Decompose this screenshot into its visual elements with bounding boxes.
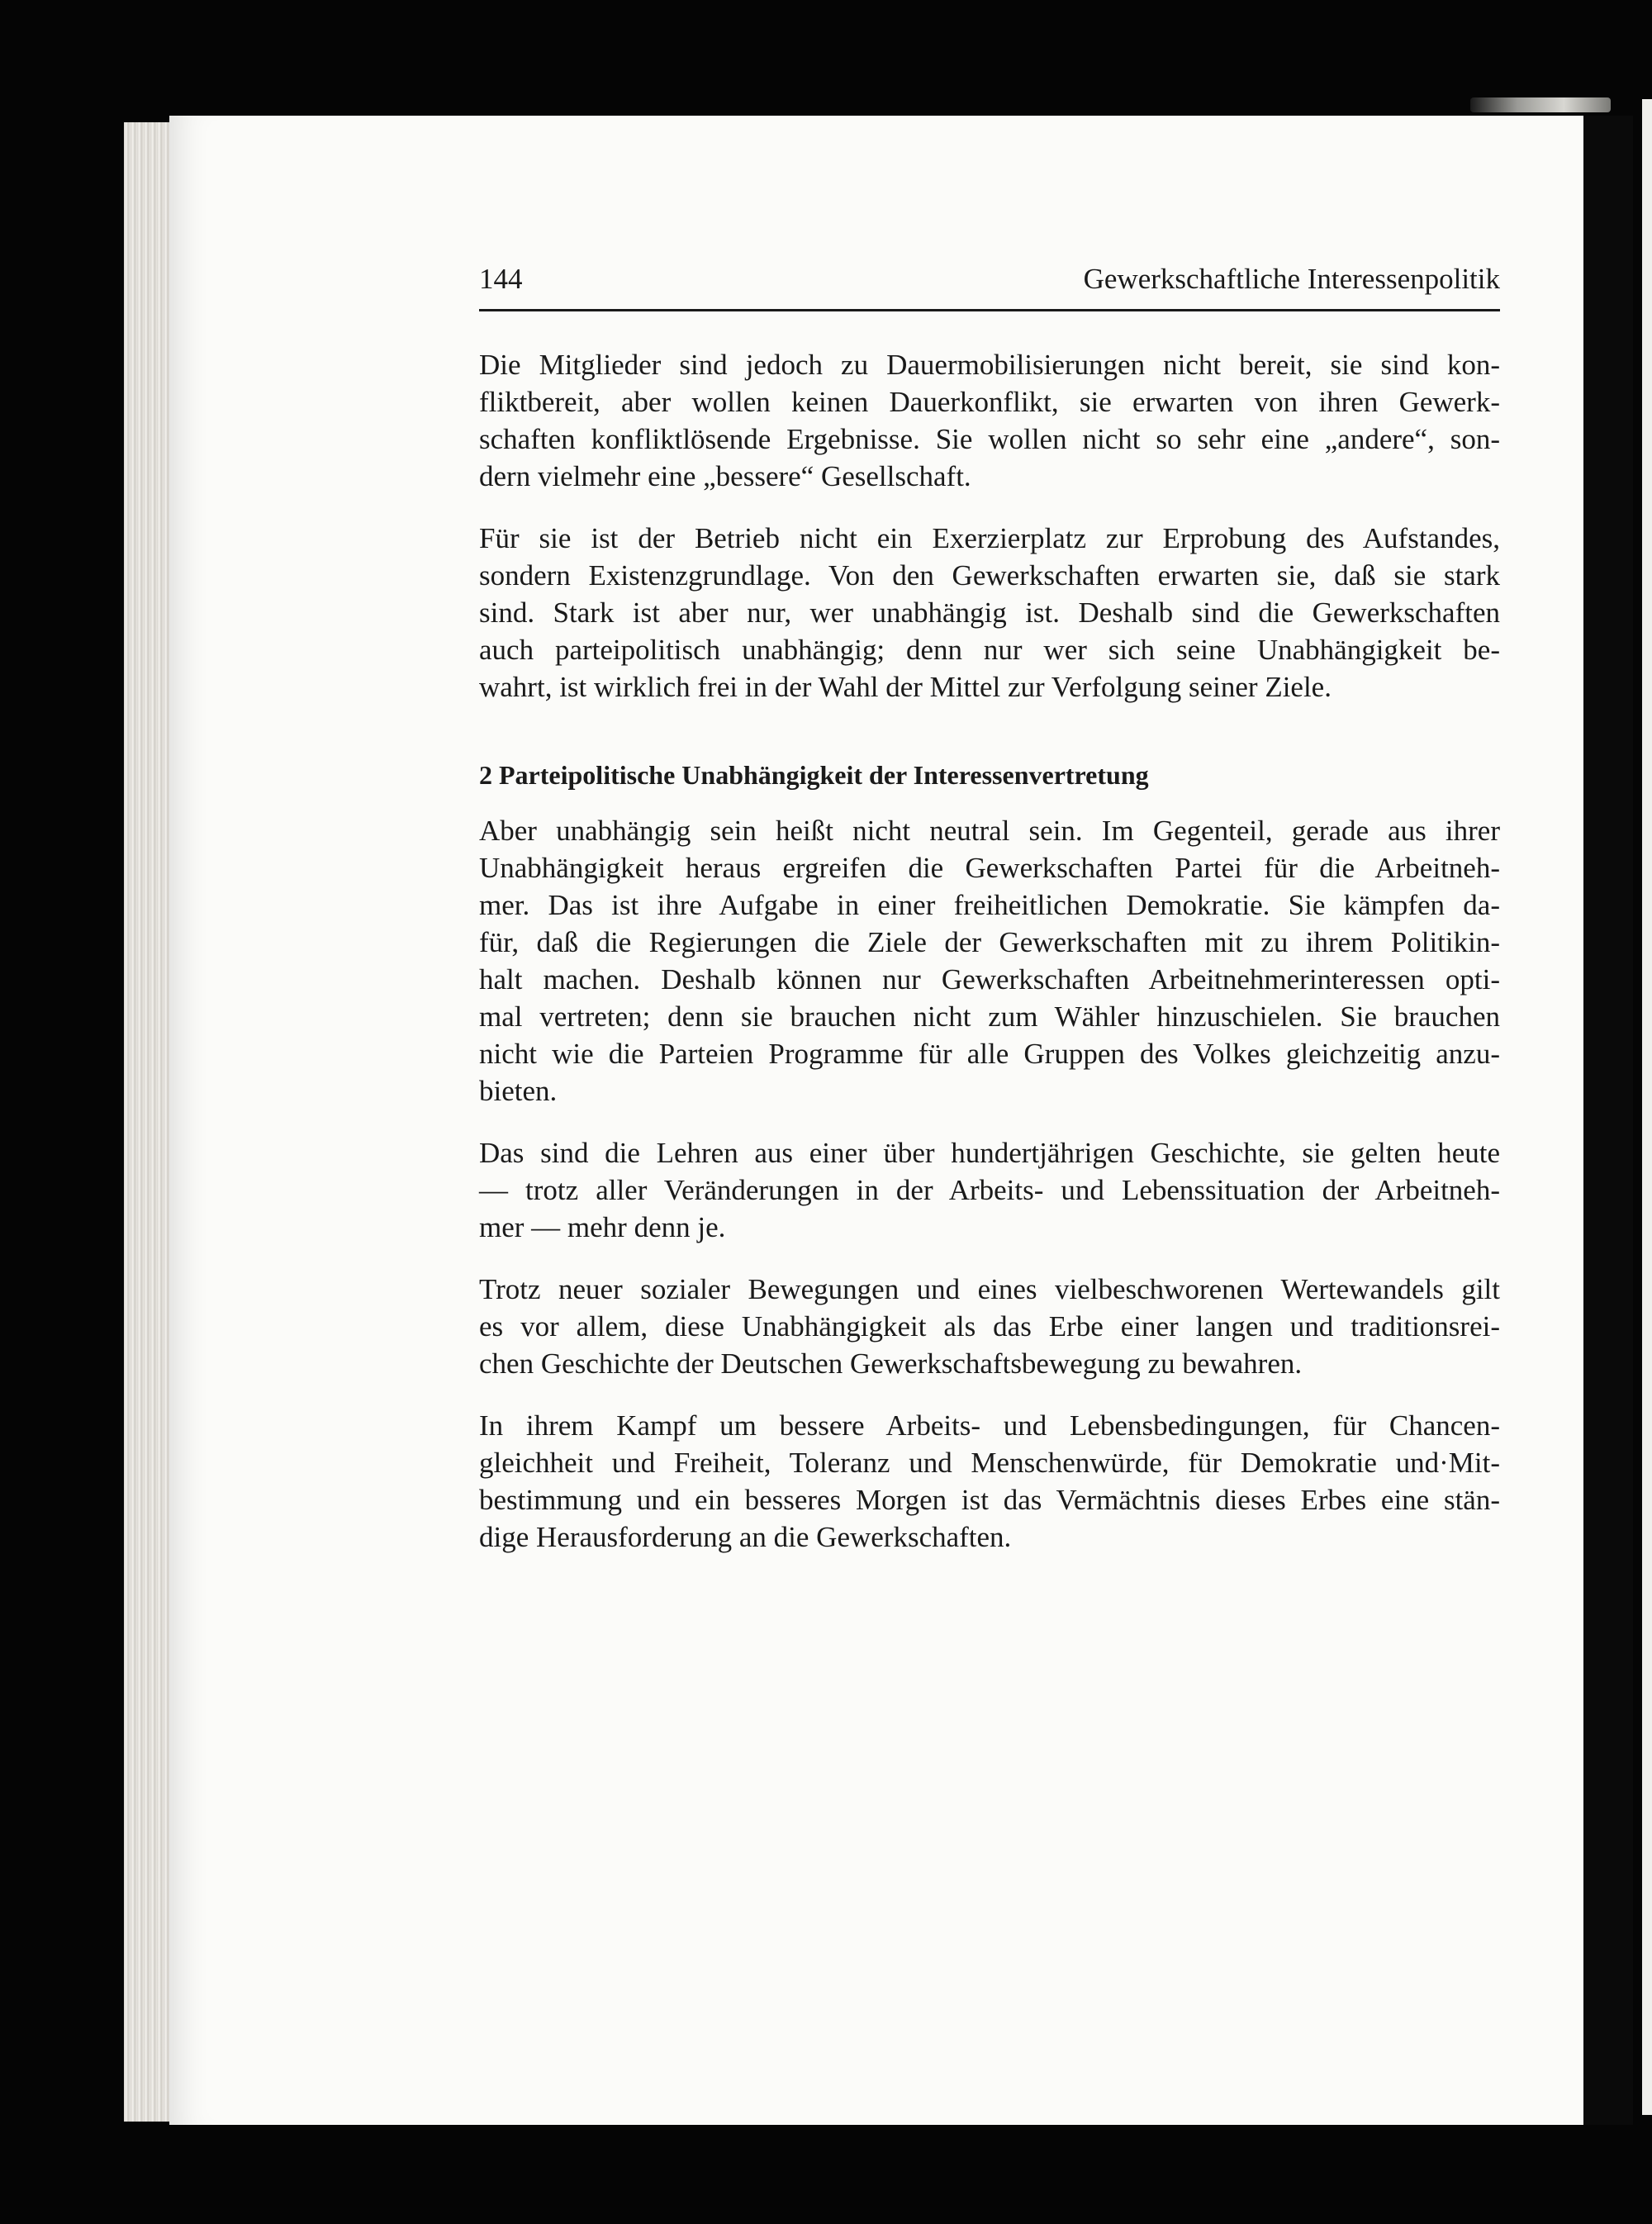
text-line: es vor allem, diese Unabhängigkeit als das Erbe einer langen und traditionsrei- xyxy=(479,1310,1500,1342)
text-line: Aber unabhängig sein heißt nicht neutral sein. Im Gegenteil, gerade aus ihrer xyxy=(479,815,1500,847)
page-number: 144 xyxy=(479,263,523,295)
text-line: dern vielmehr eine „bessere“ Gesellschaft. xyxy=(479,460,971,492)
text-line: gleichheit und Freiheit, Toleranz und Menschenwürde, für Demokratie und·Mit- xyxy=(479,1447,1500,1479)
text-line: auch parteipolitisch unabhängig; denn nur wer sich seine Unabhängigkeit be- xyxy=(479,634,1500,666)
paragraph-2 xyxy=(479,520,1500,706)
text-line: bestimmung und ein besseres Morgen ist das Vermächtnis dieses Erbes eine stän- xyxy=(479,1484,1500,1516)
text-line: — trotz aller Veränderungen in der Arbeits- und Lebenssituation der Arbeitneh- xyxy=(479,1174,1500,1206)
text-line: Das sind die Lehren aus einer über hundertjährigen Geschichte, sie gelten heute xyxy=(479,1137,1500,1169)
text-line: mer — mehr denn je. xyxy=(479,1211,726,1243)
paragraph-4 xyxy=(479,1134,1500,1246)
text-line: bieten. xyxy=(479,1075,558,1107)
text-line: Die Mitglieder sind jedoch zu Dauermobilisierungen nicht bereit, sie sind kon- xyxy=(479,349,1500,381)
paragraph-6 xyxy=(479,1407,1500,1556)
text-line: mal vertreten; denn sie brauchen nicht zum Wähler hinzuschielen. Sie brauchen xyxy=(479,1000,1500,1033)
text-line: In ihrem Kampf um bessere Arbeits- und Lebensbedingungen, für Chancen- xyxy=(479,1409,1500,1442)
text-line: halt machen. Deshalb können nur Gewerkschaften Arbeitnehmerinteressen opti- xyxy=(479,963,1500,996)
binding-thread xyxy=(1470,97,1611,112)
text-line: für, daß die Regierungen die Ziele der Gewerkschaften mit zu ihrem Politikin- xyxy=(479,926,1500,958)
text-line: wahrt, ist wirklich frei in der Wahl der Mittel zur Verfolgung seiner Ziele. xyxy=(479,671,1332,703)
book-spine-shadow xyxy=(1583,116,1633,2125)
running-title: Gewerkschaftliche Interessenpolitik xyxy=(1083,263,1500,295)
text-line: nicht wie die Parteien Programme für alle Gruppen des Volkes gleichzeitig anzu- xyxy=(479,1038,1500,1070)
text-line: Unabhängigkeit heraus ergreifen die Gewerkschaften Partei für die Arbeitneh- xyxy=(479,852,1500,884)
paragraph-3 xyxy=(479,812,1500,1110)
page-text-block xyxy=(479,263,1500,1556)
facing-page-edge xyxy=(1642,99,1652,2115)
text-line: dige Herausforderung an die Gewerkschaften. xyxy=(479,1521,1012,1553)
section-heading: 2 Parteipolitische Unabhängigkeit der Interessenvertretung xyxy=(479,760,1149,790)
running-header xyxy=(479,263,1500,311)
text-line: mer. Das ist ihre Aufgabe in einer freiheitlichen Demokratie. Sie kämpfen da- xyxy=(479,889,1500,921)
text-line: chen Geschichte der Deutschen Gewerkschaftsbewegung zu bewahren. xyxy=(479,1347,1303,1380)
text-line: fliktbereit, aber wollen keinen Dauerkonflikt, sie erwarten von ihren Gewerk- xyxy=(479,386,1500,418)
paragraph-1 xyxy=(479,346,1500,495)
text-line: Für sie ist der Betrieb nicht ein Exerzierplatz zur Erprobung des Aufstandes, xyxy=(479,522,1500,554)
text-line: sind. Stark ist aber nur, wer unabhängig ist. Deshalb sind die Gewerkschaften xyxy=(479,596,1500,629)
text-line: sondern Existenzgrundlage. Von den Gewerkschaften erwarten sie, daß sie stark xyxy=(479,559,1500,592)
text-line: schaften konfliktlösende Ergebnisse. Sie wollen nicht so sehr eine „andere“, son- xyxy=(479,423,1500,455)
paragraph-5 xyxy=(479,1271,1500,1382)
text-line: Trotz neuer sozialer Bewegungen und eines vielbeschworenen Wertewandels gilt xyxy=(479,1273,1500,1305)
